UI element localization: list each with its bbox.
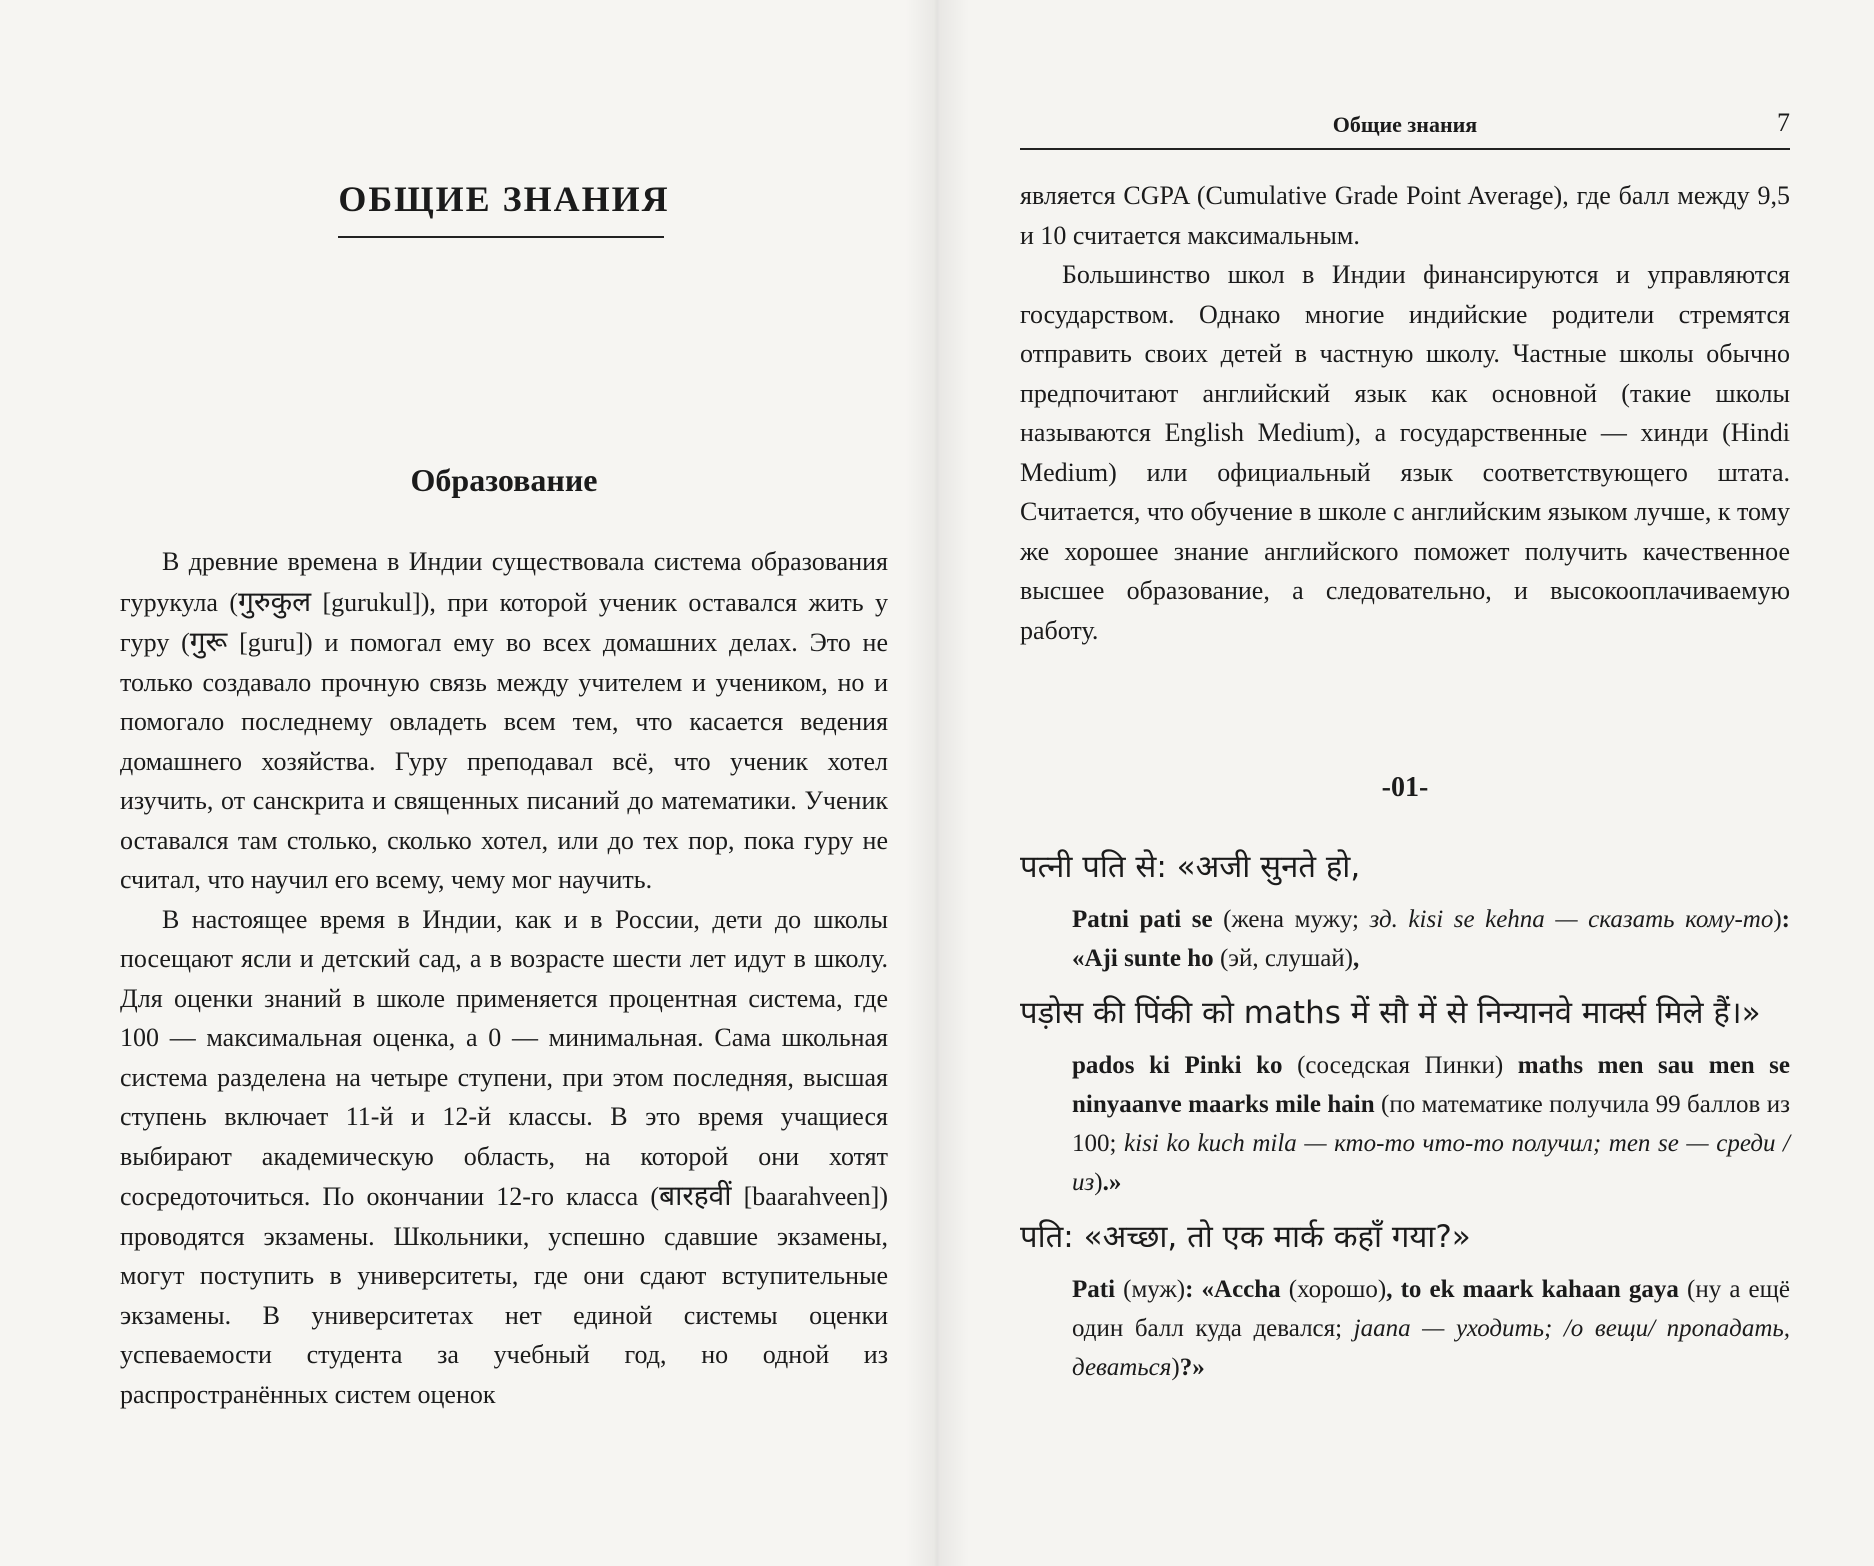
gloss-text: (ну а ещё один балл куда девался; bbox=[1072, 1276, 1790, 1342]
gloss-bold: : «Aji sunte ho bbox=[1072, 906, 1790, 972]
devanagari-word: बारहवीं bbox=[659, 1179, 732, 1212]
paragraph-school-funding: Большинство школ в Индии финансируются и управляются государством. Однако многие индийские родители стремятся отправить своих детей в частную школу. Частные школы обычно предпочитают английский язык как основной (такие школы называются English Medium), а государственные — хинди (Hindi Medium) или официальный язык соответствующего штата. Считается, что обучение в школе с английским языком лучше, к тому же хорошее знание английского поможет получить качественное высшее образование, а следовательно, и высокооплачиваемую работу. bbox=[1020, 260, 1790, 645]
running-header bbox=[1020, 108, 1790, 150]
gloss-text: (жена мужу; bbox=[1212, 906, 1370, 933]
gloss-bold: pados ki Pinki ko bbox=[1072, 1052, 1283, 1079]
gloss-italic: зд. kisi se kehna — сказать кому-то bbox=[1369, 906, 1774, 933]
gloss-italic: kisi ko kuch mila — кто-то что-то получил; men se — среди / из bbox=[1072, 1130, 1791, 1196]
gloss-bold: , to ek maark kahaan gaya bbox=[1386, 1276, 1679, 1303]
gloss-text: (хорошо) bbox=[1280, 1276, 1387, 1303]
dialog-block bbox=[1020, 842, 1790, 1397]
gloss-italic: jaana — уходить; /о вещи/ пропадать, деваться bbox=[1072, 1315, 1790, 1381]
paragraph-cgpa: является CGPA (Cumulative Grade Point Average), где балл между 9,5 и 10 считается максимальным. bbox=[1020, 181, 1790, 250]
gloss-bold: Patni pati se bbox=[1072, 906, 1213, 933]
gloss-text: ) bbox=[1094, 1169, 1103, 1196]
text-run: [baarahveen]) проводятся экзамены. Школьники, успешно сдавшие экзамены, могут поступить в университеты, где они сдают вступительные экзамены. В университетах нет единой системы оценки успеваемости студента за учебный год, но одной из распространённых систем оценок bbox=[120, 1182, 888, 1409]
chapter-title-underline bbox=[338, 236, 664, 238]
running-title: Общие знания bbox=[1332, 112, 1478, 137]
page-number: 7 bbox=[1777, 108, 1790, 137]
hindi-line-3: पति: «अच्छा, तो एक मार्क कहाँ गया?» bbox=[1020, 1219, 1471, 1255]
paragraph-modern-schools bbox=[120, 900, 888, 1415]
dialog-number: -01- bbox=[1381, 772, 1429, 803]
gloss-text: (соседская Пинки) bbox=[1282, 1052, 1518, 1079]
right-body-text bbox=[1020, 176, 1790, 650]
paragraph-gurukul bbox=[120, 542, 888, 900]
gloss-bold: .» bbox=[1102, 1169, 1122, 1196]
gloss-bold: maths men sau men se ninyaanve maarks mile hain bbox=[1072, 1052, 1790, 1118]
gloss-bold: ?» bbox=[1179, 1354, 1205, 1381]
gloss-text: ) bbox=[1773, 906, 1782, 933]
hindi-line-1: पत्नी पति से: «अजी सुनते हो, bbox=[1020, 849, 1361, 885]
text-run: В настоящее время в Индии, как и в России, дети до школы посещают ясли и детский сад, а в возрасте шести лет идут в школу. Для оценки знаний в школе применяется процентная система, где 100 — максимальная оценка, а 0 — минимальная. Сама школьная система разделена на четыре ступени, при этом последняя, высшая ступень включает 11-й и 12-й классы. В это время учащиеся выбирают академическую область, на которой они хотят сосредоточиться. По окончании 12-го класса ( bbox=[120, 904, 888, 1211]
devanagari-word: गुरुकुल bbox=[238, 584, 312, 618]
chapter-title: ОБЩИЕ ЗНАНИЯ bbox=[338, 179, 670, 219]
gloss-text: (по математике получила 99 баллов из 100; bbox=[1072, 1091, 1790, 1157]
gloss-bold: : «Accha bbox=[1185, 1276, 1281, 1303]
book-gutter-shadow bbox=[905, 0, 969, 1566]
gloss-text: (муж) bbox=[1115, 1276, 1186, 1303]
left-body-text bbox=[120, 542, 888, 1414]
text-run: [guru]) и помогал ему во всех домашних делах. Это не только создавало прочную связь между учителем и учеником, но и помогало последнему овладеть всем тем, что касается ведения домашнего хозяйства. Гуру преподавал всё, что ученик хотел изучить, от санскрита и священных писаний до математики. Ученик оставался там столько, сколько хотел, или до тех пор, пока гуру не считал, что научил его всему, чему мог научить. bbox=[120, 628, 888, 894]
gloss-1 bbox=[1020, 900, 1790, 978]
text-run: В древние времена в Индии существовала система образования гурукула ( bbox=[120, 547, 888, 617]
text-run: [gurukul]), при которой ученик оставался жить у гуру ( bbox=[120, 587, 888, 657]
gloss-text: ) bbox=[1171, 1354, 1180, 1381]
gloss-2 bbox=[1020, 1046, 1790, 1202]
devanagari-word: गुरू bbox=[189, 625, 228, 658]
hindi-line-2: पड़ोस की पिंकी को maths में सौ में से निन्यानवे मार्क्स मिले हैं।» bbox=[1020, 995, 1761, 1031]
gloss-3 bbox=[1020, 1270, 1790, 1387]
gloss-text: (эй, слушай) bbox=[1213, 945, 1353, 972]
section-title: Образование bbox=[410, 462, 598, 498]
gloss-bold: , bbox=[1353, 945, 1360, 972]
gloss-bold: Pati bbox=[1072, 1276, 1116, 1303]
